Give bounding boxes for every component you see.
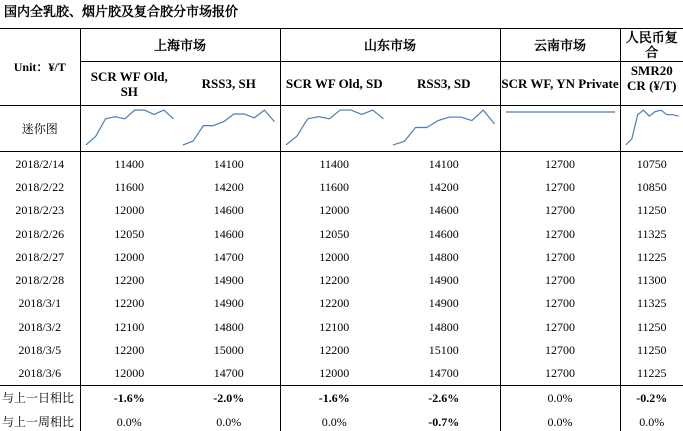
market-header-rmb-composite: 人民币复合 (620, 29, 683, 62)
table-row (0, 245, 683, 268)
price-cell: 14600 (388, 199, 500, 222)
market-header-shandong: 山东市场 (280, 29, 500, 62)
table-row (0, 268, 683, 291)
price-cell: 12200 (114, 343, 145, 358)
price-cell: 12000 (319, 249, 350, 264)
price-cell: 14200 (178, 175, 280, 198)
market-header-shanghai: 上海市场 (80, 29, 280, 62)
sparkline-cell (620, 106, 683, 152)
price-cell: 14700 (178, 362, 280, 386)
row-date: 2018/2/26 (0, 222, 80, 245)
price-cell: 14900 (388, 292, 500, 315)
table-row (0, 222, 683, 245)
sparkline-row-label: 迷你图 (0, 106, 80, 152)
price-cell: 10750 (636, 156, 667, 171)
sparkline-scr-wf-yn-private (501, 107, 620, 151)
price-cell: 12200 (319, 273, 350, 288)
sparkline-body (0, 106, 683, 152)
sparkline-cell (280, 106, 388, 152)
change-cell: -0.7% (388, 410, 500, 431)
price-cell: 14700 (388, 362, 500, 386)
price-cell: 12000 (80, 362, 178, 386)
price-cell: 12200 (114, 296, 145, 311)
price-cell: 12700 (500, 338, 620, 361)
column-header-scr-wf-old-sh: SCR WF Old, SH (80, 62, 178, 106)
price-cell: 12200 (114, 273, 145, 288)
price-cell: 12700 (500, 268, 620, 291)
table-header (0, 29, 683, 106)
price-cell: 12700 (500, 222, 620, 245)
table-row (0, 152, 683, 176)
price-cell: 11225 (637, 249, 667, 264)
column-header-rss3-sh: RSS3, SH (178, 62, 280, 106)
sparkline-line (183, 110, 275, 145)
sparkline-scr-wf-old-sd (281, 107, 389, 151)
price-cell: 11400 (319, 156, 350, 171)
price-cell: 12000 (280, 362, 388, 386)
price-cell: 15000 (178, 338, 280, 361)
price-cell: 14900 (178, 292, 280, 315)
change-cell: 0.0% (321, 414, 347, 429)
change-cell: 0.0% (500, 410, 620, 431)
price-cell: 11325 (637, 226, 667, 241)
change-cell: 0.0% (116, 414, 142, 429)
price-cell: 12700 (500, 245, 620, 268)
sparkline-row (0, 106, 683, 152)
price-cell: 14100 (388, 152, 500, 176)
price-cell: 12200 (319, 343, 350, 358)
row-date: 2018/2/22 (0, 175, 80, 198)
change-cell: -1.6% (113, 390, 145, 405)
change-cell: -2.6% (388, 385, 500, 410)
header-row-products (0, 62, 683, 106)
sparkline-line (285, 110, 383, 145)
table-row (0, 199, 683, 222)
price-cell: 12700 (500, 175, 620, 198)
sparkline-line (85, 110, 173, 145)
price-cell: 11300 (637, 273, 667, 288)
table-row (0, 292, 683, 315)
table-row (0, 338, 683, 361)
price-cell: 12700 (500, 315, 620, 338)
price-cell: 14800 (388, 245, 500, 268)
change-cell: -1.6% (318, 390, 350, 405)
price-cell: 14900 (178, 268, 280, 291)
price-cell: 14900 (388, 268, 500, 291)
table-row (0, 175, 683, 198)
price-cell: 11400 (114, 156, 145, 171)
price-cell: 10850 (636, 179, 667, 194)
sparkline-rss3-sh (178, 107, 280, 151)
row-date: 2018/3/1 (0, 292, 80, 315)
price-cell: 14600 (178, 199, 280, 222)
price-cell: 12100 (319, 319, 350, 334)
column-header-rss3-sd: RSS3, SD (388, 62, 500, 106)
price-cell: 12050 (319, 226, 350, 241)
market-header-yunnan: 云南市场 (500, 29, 620, 62)
price-cell: 12200 (319, 296, 350, 311)
change-cell: 0.0% (639, 414, 665, 429)
sparkline-line (625, 110, 678, 145)
row-date: 2018/2/23 (0, 199, 80, 222)
change-cell: 0.0% (178, 410, 280, 431)
price-cell: 14200 (388, 175, 500, 198)
price-cell: 11600 (114, 179, 145, 194)
sparkline-smr20-cr (621, 107, 683, 151)
row-date: 2018/3/2 (0, 315, 80, 338)
price-cell: 14100 (178, 152, 280, 176)
summary-label: 与上一周相比 (0, 410, 80, 431)
change-cell: -2.0% (178, 385, 280, 410)
row-date: 2018/2/27 (0, 245, 80, 268)
price-cell: 12100 (114, 319, 145, 334)
price-cell: 12700 (500, 292, 620, 315)
sparkline-line (393, 110, 495, 145)
price-cell: 14700 (178, 245, 280, 268)
price-cell: 11250 (637, 343, 667, 358)
price-cell: 12700 (500, 152, 620, 176)
unit-label: Unit：¥/T (0, 29, 80, 106)
row-date: 2018/2/28 (0, 268, 80, 291)
price-cell: 11325 (637, 296, 667, 311)
sparkline-cell (178, 106, 280, 152)
report-title: 国内全乳胶、烟片胶及复合胶分市场报价 (4, 4, 239, 19)
price-table (0, 28, 683, 431)
row-date: 2018/2/14 (0, 152, 80, 176)
price-cell: 12000 (114, 249, 145, 264)
price-cell: 11225 (620, 362, 683, 386)
change-cell: -0.2% (636, 390, 668, 405)
price-cell: 11250 (637, 203, 667, 218)
row-date: 2018/3/6 (0, 362, 80, 386)
column-header-scr-wf-yn-private: SCR WF, YN Private (500, 62, 620, 106)
column-header-smr20-cr (620, 62, 683, 106)
price-cell: 12000 (114, 203, 145, 218)
price-cell: 12700 (500, 199, 620, 222)
price-cell: 11600 (319, 179, 350, 194)
table-row (0, 362, 683, 386)
price-cell: 14800 (388, 315, 500, 338)
summary-row (0, 385, 683, 410)
price-cell: 12000 (319, 203, 350, 218)
price-cell: 12700 (500, 362, 620, 386)
price-rows (0, 152, 683, 386)
sparkline-scr-wf-old-sh (81, 107, 179, 151)
summary-row (0, 410, 683, 431)
change-rows (0, 385, 683, 431)
row-date: 2018/3/5 (0, 338, 80, 361)
sparkline-cell (500, 106, 620, 152)
table-row (0, 315, 683, 338)
price-cell: 14800 (178, 315, 280, 338)
summary-label: 与上一日相比 (0, 385, 80, 410)
price-cell: 15100 (388, 338, 500, 361)
price-cell: 11250 (637, 319, 667, 334)
column-header-smr20-cr-text: SMR20 CR (¥/T) (627, 63, 677, 93)
change-cell: 0.0% (500, 385, 620, 410)
column-header-scr-wf-old-sd: SCR WF Old, SD (280, 62, 388, 106)
price-cell: 14600 (178, 222, 280, 245)
price-cell: 12050 (114, 226, 145, 241)
header-row-markets (0, 29, 683, 62)
sparkline-rss3-sd (388, 107, 500, 151)
sparkline-cell (388, 106, 500, 152)
price-cell: 14600 (388, 222, 500, 245)
sparkline-cell (80, 106, 178, 152)
